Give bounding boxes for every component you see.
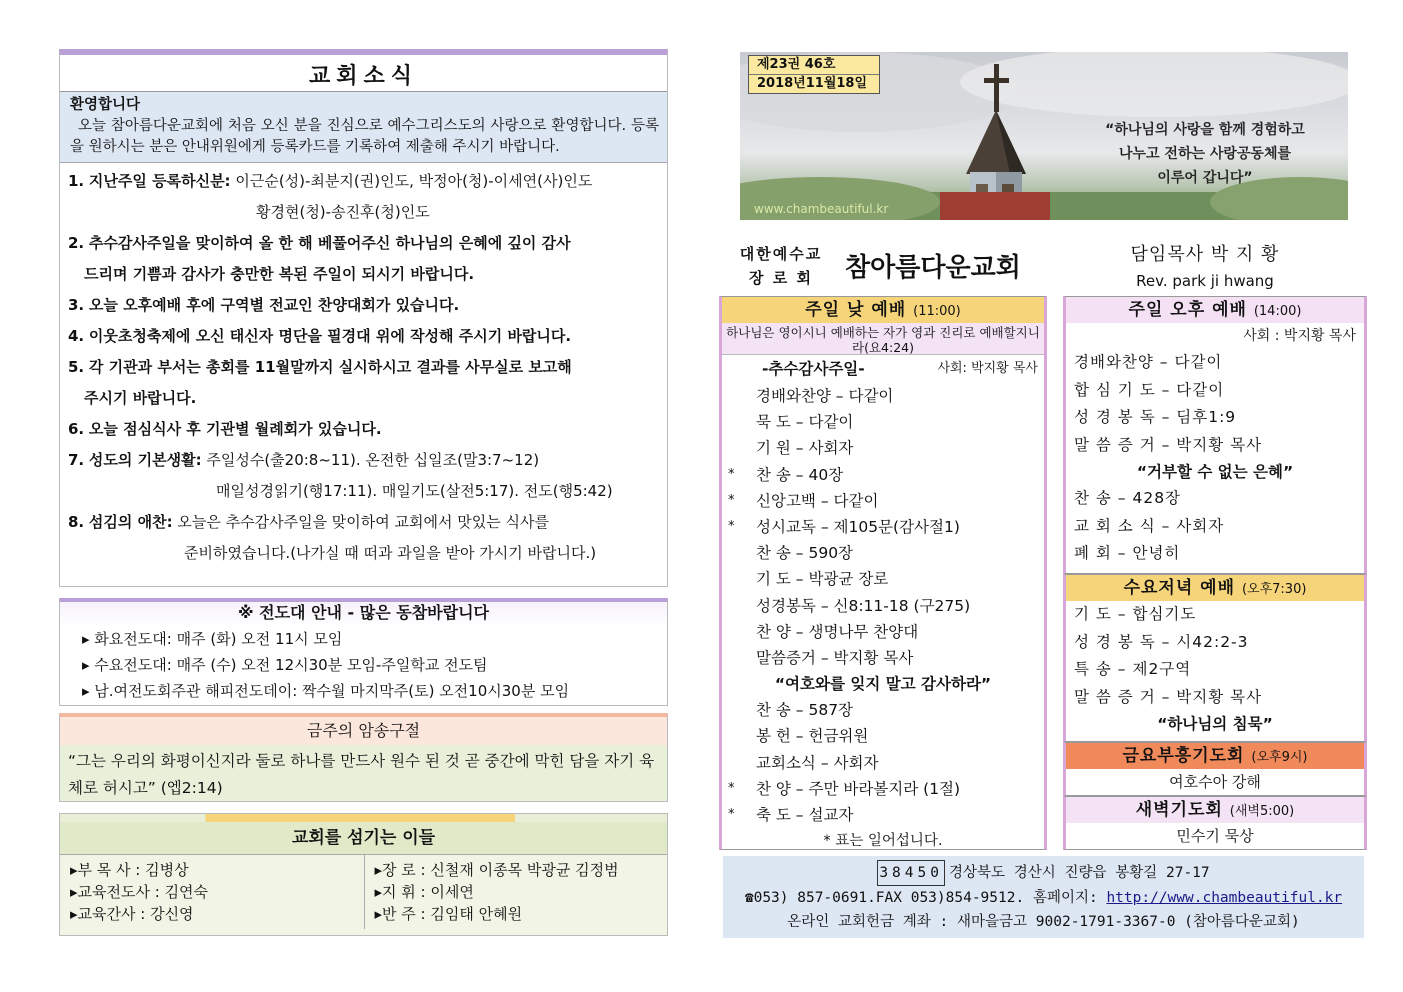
evangelism-row: ▸ 남.여전도회주관 해피전도데이: 짝수월 마지막주(토) 오전10시30분 모임 <box>82 682 570 700</box>
standing-mark: * <box>728 519 735 535</box>
sunday-morning-title: 주일 낮 예배 (11:00) <box>722 297 1044 323</box>
order-row <box>722 514 1044 540</box>
news-item-6: 6. 오늘 점심식사 후 기관별 월례회가 있습니다. <box>68 420 382 438</box>
sunday-morning-subtitle: -추수감사주일- 사회: 박지황 목사 <box>762 360 1038 378</box>
sunday-afternoon-sermon: “거부할 수 없는 은혜” <box>1136 463 1294 481</box>
order-row <box>722 488 1044 514</box>
order-text: 성시교독 – 제105문(감사절1) <box>756 518 960 537</box>
pastor-name-en: Rev. park ji hwang <box>1136 272 1274 290</box>
order-text: 기 도 – 박광균 장로 <box>756 570 889 589</box>
order-text: 봉 헌 – 헌금위원 <box>756 727 869 746</box>
servant-entry: ▸장 로 : 신철재 이종목 박광균 김정범 <box>374 861 619 879</box>
servants-right-column <box>364 855 668 929</box>
issue-date: 2018년11월18일 <box>757 76 868 91</box>
homepage-link[interactable]: http://www.chambeautiful.kr <box>1106 890 1343 906</box>
news-items <box>60 163 667 569</box>
order-row <box>722 750 1044 776</box>
order-text: 교회소식 – 사회자 <box>756 753 879 772</box>
order-text: 신앙고백 – 다같이 <box>756 491 879 510</box>
news-item-7: 7. 성도의 기본생활: 주일성수(출20:8~11). 온전한 십일조(말3:7~12) 매일성경읽기(행17:11). 매일기도(살전5:17). 전도(행5:42) <box>68 451 613 500</box>
church-name: 참아름다운교회 <box>845 253 1021 283</box>
order-text: 기 원 – 사회자 <box>756 439 854 458</box>
sunday-morning-order-a <box>722 383 1044 671</box>
church-news-box <box>59 49 668 587</box>
servant-entry: ▸부 목 사 : 김병상 <box>70 861 189 879</box>
sunday-morning-quote: 하나님은 영이시니 예배하는 자가 영과 진리로 예배할지니라(요4:24) <box>722 323 1044 355</box>
order-row: 경배와찬양 – 다같이 <box>1074 353 1223 371</box>
order-row <box>722 462 1044 488</box>
evangelism-box <box>59 598 668 706</box>
order-row: 폐 회 – 안녕히 <box>1074 544 1181 562</box>
order-row: 성 경 봉 독 – 딤후1:9 <box>1074 408 1237 426</box>
standing-mark: * <box>728 807 735 823</box>
order-text: 축 도 – 설교자 <box>756 806 854 825</box>
church-news-title: 교회소식 <box>60 55 667 92</box>
order-row: 말 씀 증 거 – 박지황 목사 <box>1074 435 1263 454</box>
pastor-name-ko: 담임목사 박 지 황 <box>1130 244 1280 265</box>
order-text: 성경봉독 – 신8:11-18 (구275) <box>756 596 971 615</box>
order-text: 찬 양 – 생명나무 찬양대 <box>756 622 919 641</box>
standing-mark: * <box>728 466 735 482</box>
servants-accent-bar <box>60 814 667 822</box>
order-text: 찬 송 – 590장 <box>756 544 854 563</box>
sunday-afternoon-service <box>1063 296 1367 574</box>
order-row: 특 송 – 제2구역 <box>1074 660 1192 678</box>
evangelism-row: ▸ 화요전도대: 매주 (화) 오전 11시 모임 <box>82 630 343 648</box>
zip-code: 38450 <box>877 860 945 886</box>
church-motto: “하나님의 사랑을 함께 경험하고 나누고 전하는 사랑공동체를 이루어 갑니다” <box>1105 122 1305 186</box>
order-row <box>722 619 1044 645</box>
address-line: 38450 경상북도 경산시 진량읍 봉황길 27-17 <box>723 860 1364 886</box>
order-row <box>722 645 1044 671</box>
memory-verse-text: “그는 우리의 화평이신지라 둘로 하나를 만드사 원수 된 것 곧 중간에 막힌 담을 자기 육체로 허시고” (엡2:14) <box>68 752 655 797</box>
issue-label <box>748 55 880 94</box>
news-item-1: 1. 지난주일 등록하신분: 이근순(성)-최분지(권)인도, 박정아(청)-이세연(사)인도 황경현(청)-송진후(청)인도 <box>68 172 593 221</box>
dawn-prayer <box>1063 796 1367 850</box>
friday-prayer <box>1063 742 1367 796</box>
issue-volume: 제23권 46호 <box>749 56 879 75</box>
welcome-section <box>60 92 667 163</box>
order-row: 말 씀 증 거 – 박지황 목사 <box>1074 687 1263 706</box>
servants-left-column <box>60 855 364 929</box>
order-text: 묵 도 – 다같이 <box>756 413 854 432</box>
welcome-heading: 환영합니다 <box>70 97 141 113</box>
sunday-morning-sermon: “여호와를 잊지 말고 감사하라” <box>774 675 992 694</box>
standing-note: * 표는 일어섭니다. <box>823 833 943 850</box>
dawn-title: 새벽기도회 (새벽5:00) <box>1066 797 1364 823</box>
denomination: 대한예수교 장 로 회 <box>739 245 823 287</box>
order-row <box>722 802 1044 828</box>
evangelism-row: ▸ 수요전도대: 매주 (수) 오전 12시30분 모임-주일학교 전도팀 <box>82 656 488 674</box>
order-row <box>722 383 1044 409</box>
dawn-topic: 민수기 묵상 <box>1176 827 1254 845</box>
standing-mark: * <box>728 780 735 796</box>
servant-entry: ▸교육전도사 : 김연숙 <box>70 883 209 901</box>
order-row <box>722 593 1044 619</box>
contact-footer <box>723 856 1364 938</box>
sunday-morning-order-b <box>722 697 1044 828</box>
account-line: 온라인 교회헌금 계좌 : 새마을금고 9002-1791-3367-0 (참아름다운교회) <box>787 914 1300 930</box>
news-item-2: 2. 추수감사주일을 맞이하여 올 한 해 베풀어주신 하나님의 은혜에 깊이 감사 드리며 기쁨과 감사가 충만한 복된 주일이 되시기 바랍니다. <box>68 234 571 283</box>
order-row: 합 심 기 도 – 다같이 <box>1074 380 1225 399</box>
sunday-afternoon-title: 주일 오후 예배 (14:00) <box>1066 297 1364 323</box>
order-row: 성 경 봉 독 – 시42:2-3 <box>1074 632 1249 651</box>
order-row <box>722 723 1044 749</box>
memory-verse-title: 금주의 암송구절 <box>60 717 667 745</box>
wednesday-sermon: “하나님의 침묵” <box>1157 715 1273 733</box>
order-row <box>722 409 1044 435</box>
servants-title: 교회를 섬기는 이들 <box>60 822 667 855</box>
sunday-afternoon-mc: 사회 : 박지황 목사 <box>1243 328 1356 344</box>
friday-topic: 여호수아 강해 <box>1169 773 1261 791</box>
order-text: 찬 송 – 587장 <box>756 701 854 720</box>
order-text: 찬 양 – 주만 바라볼지라 (1절) <box>756 779 961 798</box>
order-row <box>722 435 1044 461</box>
news-item-3: 3. 오늘 오후예배 후에 구역별 전교인 찬양대회가 있습니다. <box>68 296 460 314</box>
senior-pastor <box>1100 240 1310 290</box>
order-row: 교 회 소 식 – 사회자 <box>1074 516 1225 535</box>
welcome-text: 오늘 참아름다운교회에 처음 오신 분을 진심으로 예수그리스도의 사랑으로 환영합니다. 등록을 원하시는 분은 안내위원에게 등록카드를 기록하여 제출해 주시기 바랍니다. <box>70 118 659 155</box>
order-row: 기 도 – 합심기도 <box>1074 605 1197 623</box>
news-item-8: 8. 섬김의 애찬: 오늘은 추수감사주일을 맞이하여 교회에서 맛있는 식사를 준비하였습니다.(나가실 때 떠과 과일을 받아 가시기 바랍니다.) <box>68 513 597 562</box>
website-overlay: www.chambeautiful.kr <box>754 202 889 216</box>
servant-entry: ▸반 주 : 김임태 안혜원 <box>374 905 523 923</box>
order-row <box>722 566 1044 592</box>
order-row <box>722 540 1044 566</box>
order-row <box>722 776 1044 802</box>
order-text: 찬 송 – 40장 <box>756 465 844 484</box>
friday-title: 금요부흥기도회 (오후9시) <box>1066 743 1364 769</box>
servant-entry: ▸지 휘 : 이세연 <box>374 883 474 901</box>
phone-line: ☎053) 857-0691.FAX 053)854-9512. 홈페이지: http://www.chambeautiful.kr <box>744 890 1343 906</box>
standing-mark: * <box>728 492 735 508</box>
order-row <box>722 697 1044 723</box>
wednesday-service <box>1063 574 1367 742</box>
sunday-morning-service <box>719 296 1047 850</box>
evangelism-title: ※ 전도대 안내 - 많은 동참바랍니다 <box>60 602 667 626</box>
order-row: 찬 송 – 428장 <box>1074 489 1182 507</box>
news-item-4: 4. 이웃초청축제에 오신 태신자 명단을 필경대 위에 작성해 주시기 바랍니다. <box>68 327 572 345</box>
memory-verse-box <box>59 713 668 802</box>
news-item-5: 5. 각 기관과 부서는 총회를 11월말까지 실시하시고 결과를 사무실로 보고해 주시기 바랍니다. <box>68 358 572 407</box>
order-text: 경배와찬양 – 다같이 <box>756 387 894 405</box>
servants-box <box>59 813 668 936</box>
wednesday-title: 수요저녁 예배 (오후7:30) <box>1066 575 1364 601</box>
order-text: 말씀증거 – 박지황 목사 <box>756 649 914 668</box>
servant-entry: ▸교육간사 : 강신영 <box>70 905 194 923</box>
